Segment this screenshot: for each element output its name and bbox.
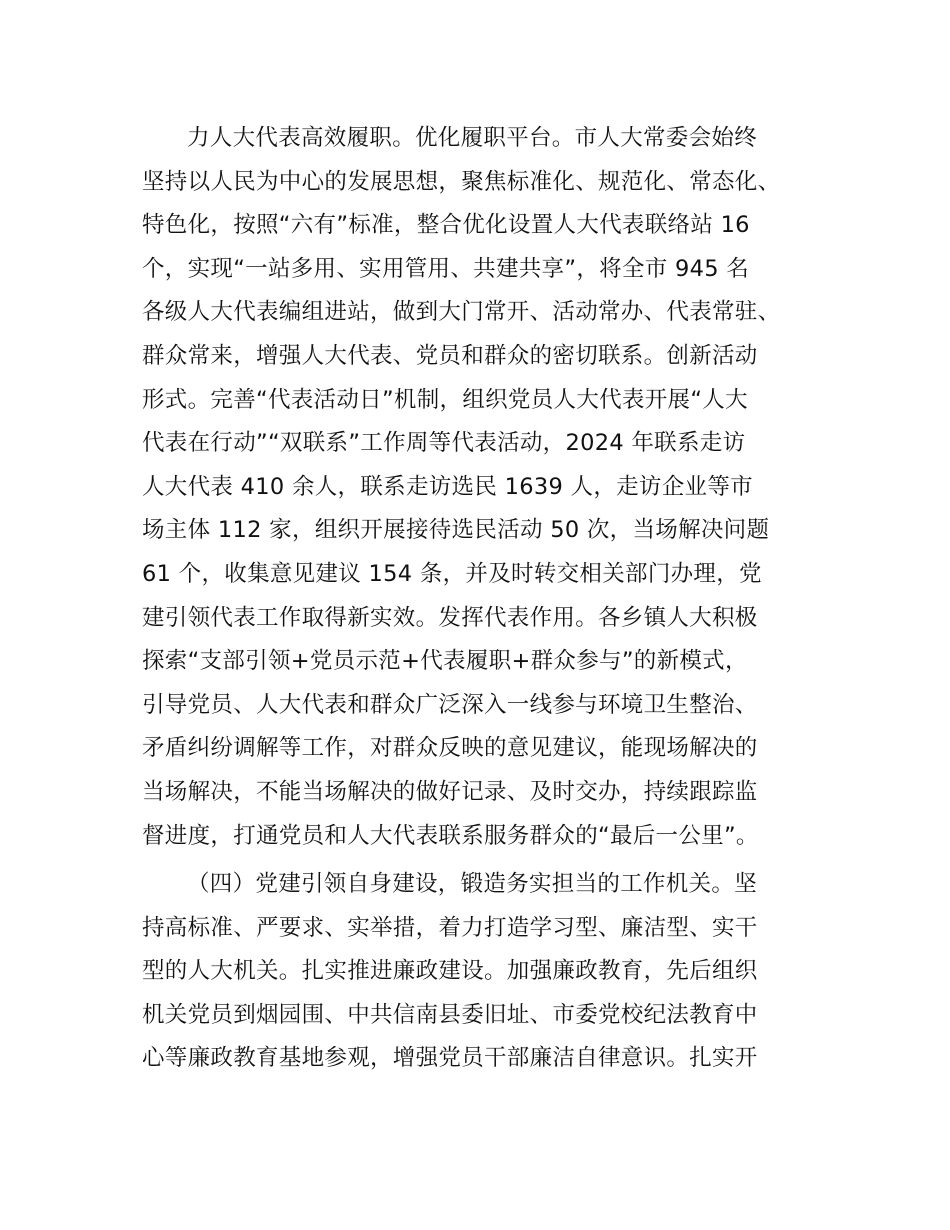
text-line: 坚持以人民为中心的发展思想，聚焦标准化、规范化、常态化、 — [142, 168, 781, 195]
text-line: 个，实现“一站多用、实用管用、共建共享”，将全市 945 名 — [142, 255, 750, 282]
text-line: 当场解决，不能当场解决的做好记录、及时交办，持续跟踪监 — [142, 778, 758, 805]
text-line: 力人大代表高效履职。优化履职平台。市人大常委会始终 — [187, 125, 758, 151]
text-line: 代表在行动”“双联系”工作周等代表活动，2024 年联系走访 — [142, 430, 746, 457]
text-line: 机关党员到烟园围、中共信南县委旧址、市委党校纪法教育中 — [142, 1001, 758, 1028]
text-line: 特色化，按照“六有”标准，整合优化设置人大代表联络站 16 — [142, 212, 750, 239]
text-line: 61 个，收集意见建议 154 条，并及时转交相关部门办理，党 — [142, 560, 762, 587]
paragraph-self-building — [142, 863, 832, 1081]
text-line: 形式。完善“代表活动日”机制，组织党员人大代表开展“人大 — [142, 386, 748, 413]
text-line: 心等廉政教育基地参观，增强党员干部廉洁自律意识。扎实开 — [142, 1045, 758, 1072]
text-line: 型的人大机关。扎实推进廉政建设。加强廉政教育，先后组织 — [142, 958, 758, 985]
text-line: 督进度，打通党员和人大代表联系服务群众的“最后一公里”。 — [142, 822, 759, 849]
paragraph-delegate-work — [142, 117, 832, 858]
text-line: 各级人大代表编组进站，做到大门常开、活动常办、代表常驻、 — [142, 299, 781, 326]
text-line: 矛盾纠纷调解等工作，对群众反映的意见建议，能现场解决的 — [142, 735, 758, 762]
text-line: 引导党员、人大代表和群众广泛深入一线参与环境卫生整治、 — [142, 691, 758, 718]
text-line: （四）党建引领自身建设，锻造务实担当的工作机关。坚 — [187, 871, 758, 897]
text-line: 场主体 112 家，组织开展接待选民活动 50 次，当场解决问题 — [142, 517, 770, 544]
text-line: 探索“支部引领+党员示范+代表履职+群众参与”的新模式， — [142, 648, 748, 675]
text-line: 持高标准、严要求、实举措，着力打造学习型、廉洁型、实干 — [142, 914, 758, 941]
text-line: 群众常来，增强人大代表、党员和群众的密切联系。创新活动 — [142, 342, 758, 369]
text-line: 建引领代表工作取得新实效。发挥代表作用。各乡镇人大积极 — [142, 604, 758, 631]
text-line: 人大代表 410 余人，联系走访选民 1639 人，走访企业等市 — [142, 473, 753, 500]
